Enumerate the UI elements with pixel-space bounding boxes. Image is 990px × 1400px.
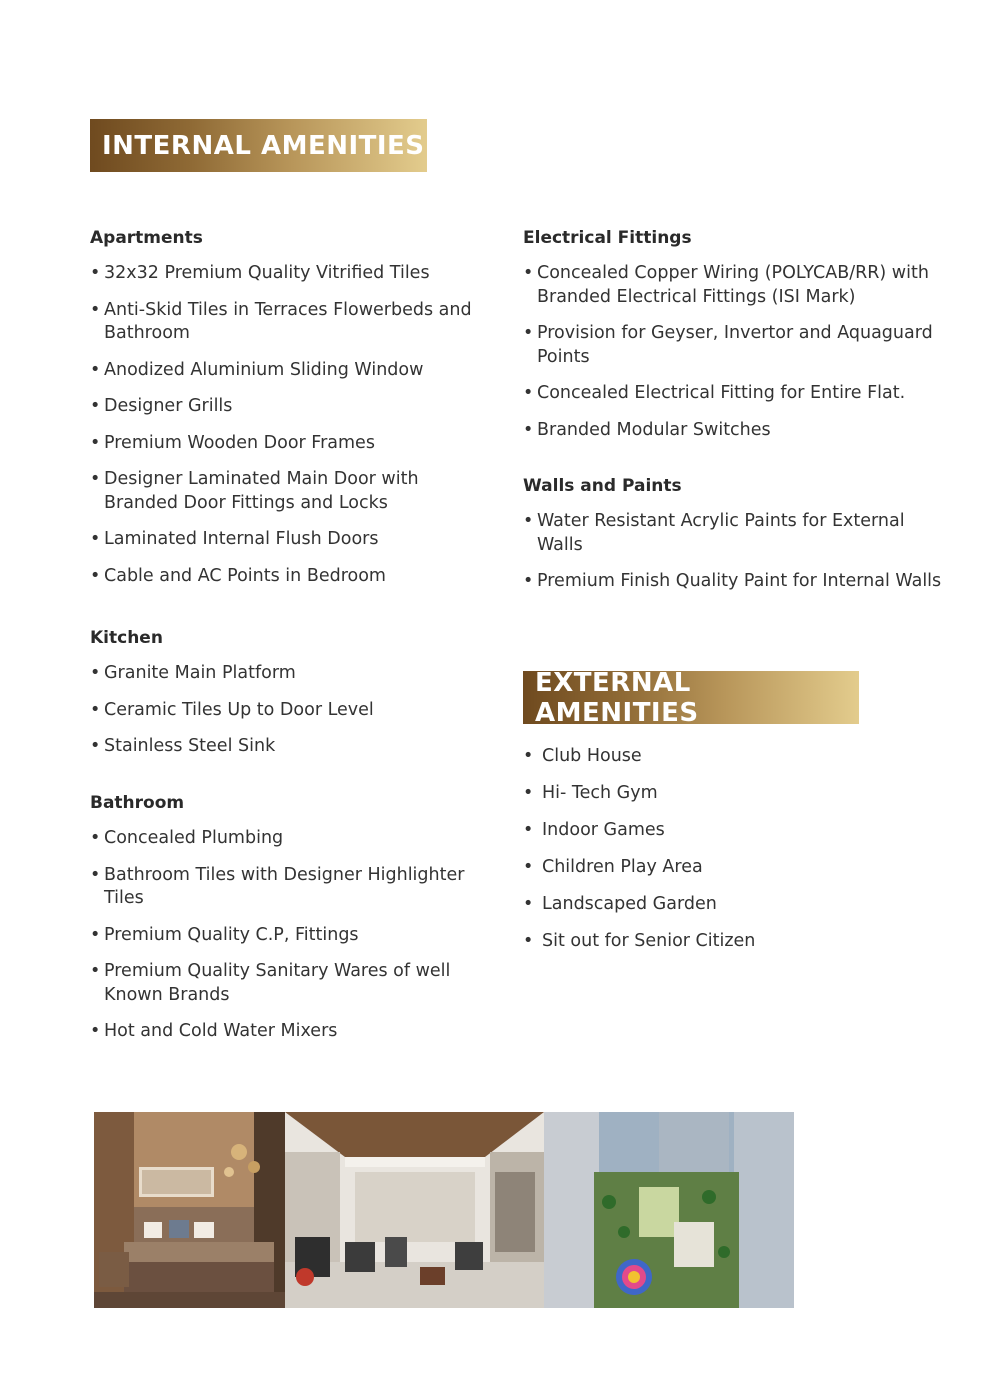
list-item: • Designer Grills: [90, 395, 490, 419]
bathroom-section: [90, 793, 490, 1057]
list-item: • Anodized Aluminium Sliding Window: [90, 359, 490, 383]
list-item: • Laminated Internal Flush Doors: [90, 528, 490, 552]
list-item: • Hi- Tech Gym: [523, 782, 943, 806]
list-item: • Water Resistant Acrylic Paints for External Walls: [523, 510, 943, 557]
list-item: • Bathroom Tiles with Designer Highlighter Tiles: [90, 864, 490, 911]
apartments-list: [90, 262, 490, 588]
list-item: • Club House: [523, 745, 943, 769]
walls-list: [523, 510, 943, 594]
kitchen-section: [90, 628, 490, 772]
kitchen-heading: Kitchen: [90, 628, 163, 648]
list-item: • Children Play Area: [523, 856, 943, 880]
external-amenities-banner: [523, 667, 859, 728]
list-item: • Indoor Games: [523, 819, 943, 843]
list-item: • Granite Main Platform: [90, 662, 490, 686]
garden-illustration: [544, 1112, 794, 1308]
list-item: • Stainless Steel Sink: [90, 735, 490, 759]
list-item: • Sit out for Senior Citizen: [523, 930, 943, 954]
electrical-heading: Electrical Fittings: [523, 228, 692, 248]
internal-amenities-banner: [90, 119, 427, 172]
kitchen-list: [90, 662, 490, 759]
list-item: • Concealed Electrical Fitting for Entire Flat.: [523, 382, 943, 406]
internal-amenities-title: INTERNAL AMENITIES: [102, 130, 425, 161]
apartments-section: [90, 228, 490, 601]
list-item: • Premium Quality Sanitary Wares of well Known Brands: [90, 960, 490, 1007]
list-item: • Premium Finish Quality Paint for Internal Walls: [523, 570, 943, 594]
bedroom-photo: [94, 1112, 285, 1308]
list-item: • Hot and Cold Water Mixers: [90, 1020, 490, 1044]
external-list: [523, 745, 943, 954]
garden-photo: [544, 1112, 794, 1308]
external-section: [523, 745, 943, 967]
gym-illustration: [285, 1112, 544, 1308]
bedroom-illustration: [94, 1112, 285, 1308]
list-item: • Concealed Plumbing: [90, 827, 490, 851]
list-item: • Landscaped Garden: [523, 893, 943, 917]
list-item: • Designer Laminated Main Door with Branded Door Fittings and Locks: [90, 468, 490, 515]
amenity-photo-strip: [94, 1112, 794, 1308]
list-item: • Concealed Copper Wiring (POLYCAB/RR) with Branded Electrical Fittings (ISI Mark): [523, 262, 943, 309]
electrical-section: [523, 228, 943, 455]
list-item: • Ceramic Tiles Up to Door Level: [90, 699, 490, 723]
list-item: • Provision for Geyser, Invertor and Aquaguard Points: [523, 322, 943, 369]
list-item: • Anti-Skid Tiles in Terraces Flowerbeds and Bathroom: [90, 299, 490, 346]
list-item: • Premium Wooden Door Frames: [90, 432, 490, 456]
bathroom-heading: Bathroom: [90, 793, 185, 813]
electrical-list: [523, 262, 943, 442]
list-item: • Premium Quality C.P, Fittings: [90, 924, 490, 948]
gym-photo: [285, 1112, 544, 1308]
walls-section: [523, 476, 943, 607]
list-item: • Branded Modular Switches: [523, 419, 943, 443]
list-item: • 32x32 Premium Quality Vitrified Tiles: [90, 262, 490, 286]
list-item: • Cable and AC Points in Bedroom: [90, 565, 490, 589]
apartments-heading: Apartments: [90, 228, 203, 248]
external-amenities-title: EXTERNAL AMENITIES: [535, 667, 699, 728]
bathroom-list: [90, 827, 490, 1044]
walls-heading: Walls and Paints: [523, 476, 682, 496]
